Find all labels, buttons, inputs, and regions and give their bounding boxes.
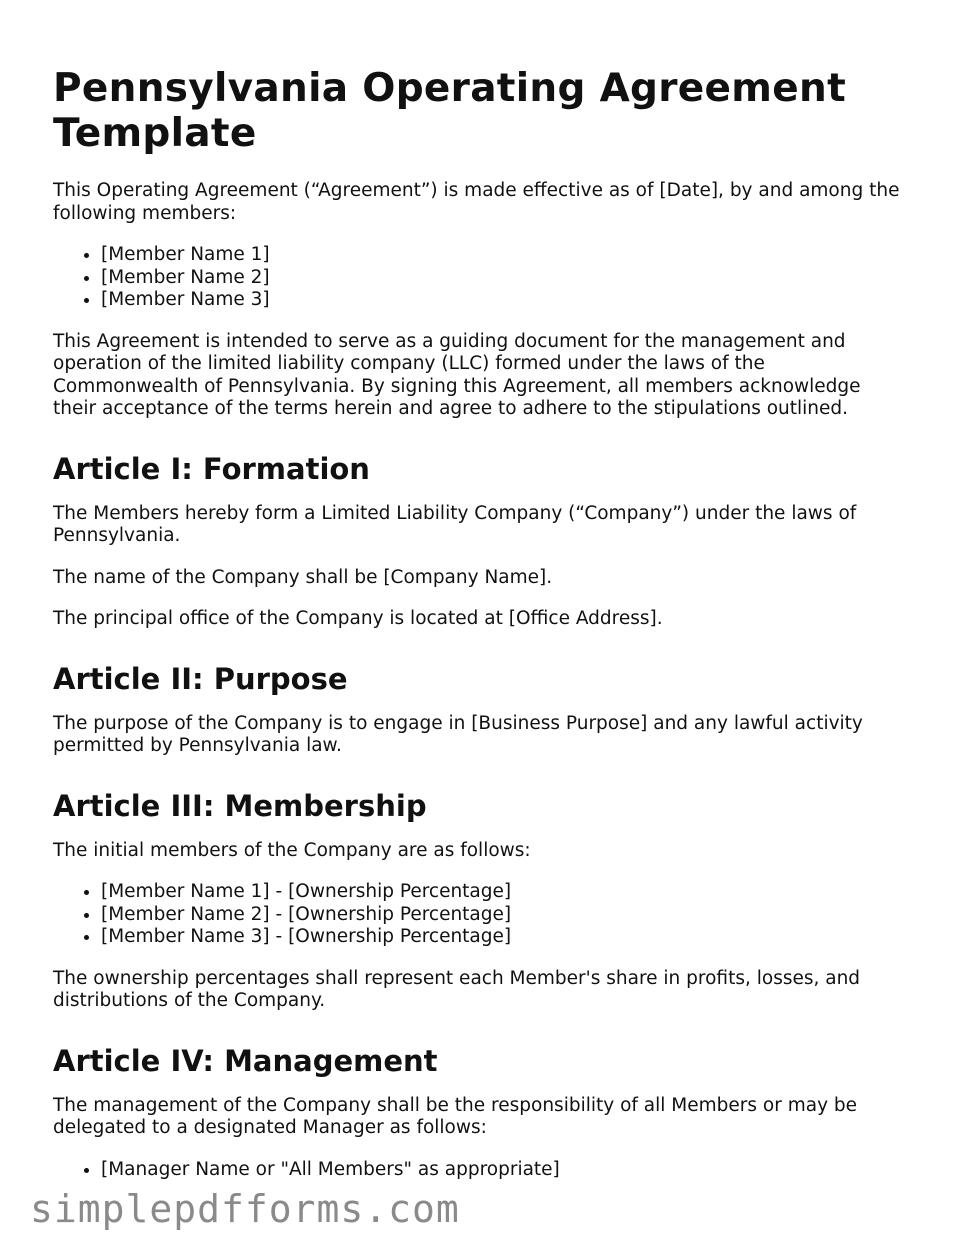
article-2-heading: Article II: Purpose <box>53 661 348 696</box>
list-item: • [Member Name 3] - [Ownership Percentage] <box>101 926 903 949</box>
intro-member-list <box>53 244 903 312</box>
list-item: • [Member Name 2] - [Ownership Percentage] <box>101 904 903 927</box>
list-item: • [Manager Name or "All Members" as appropriate] <box>101 1159 903 1182</box>
article-3-paragraph-2: The ownership percentages shall represent each Member's share in profits, losses, and distributions of the Company. <box>53 967 861 1011</box>
intro-purpose-paragraph: This Agreement is intended to serve as a guiding document for the management and operation of the limited liability company (LLC) formed under the laws of the Commonwealth of Pennsylvania. By signing this Agreement, all members acknowledge their acceptance of the terms herein and agree to adhere to the stipulations outlined. <box>53 330 861 419</box>
article-1-paragraph-3: The principal office of the Company is located at [Office Address]. <box>53 608 663 629</box>
article-1-paragraph-1: The Members hereby form a Limited Liability Company (“Company”) under the laws of Pennsylvania. <box>53 502 857 546</box>
article-1-paragraph-2: The name of the Company shall be [Company Name]. <box>53 566 553 588</box>
document-page <box>53 66 903 1200</box>
list-item: • [Member Name 1] - [Ownership Percentage] <box>101 881 903 904</box>
watermark: simplepdfforms.com <box>30 1187 460 1231</box>
article-3-heading: Article III: Membership <box>53 788 427 823</box>
list-item: • [Member Name 2] <box>101 267 903 290</box>
list-item: • [Member Name 3] <box>101 289 903 312</box>
membership-list <box>53 881 903 949</box>
manager-list <box>53 1159 903 1182</box>
intro-paragraph: This Operating Agreement (“Agreement”) is made effective as of [Date], by and among the following members: <box>53 180 900 224</box>
article-1-heading: Article I: Formation <box>53 451 370 486</box>
article-3-paragraph-1: The initial members of the Company are as follows: <box>53 839 531 861</box>
article-4-paragraph-1: The management of the Company shall be the responsibility of all Members or may be delegated to a designated Manager as follows: <box>53 1094 858 1138</box>
article-4-heading: Article IV: Management <box>53 1043 438 1078</box>
list-item: • [Member Name 1] <box>101 244 903 267</box>
document-title: Pennsylvania Operating Agreement Template <box>53 66 847 156</box>
article-2-paragraph-1: The purpose of the Company is to engage in [Business Purpose] and any lawful activity permitted by Pennsylvania law. <box>53 712 863 756</box>
